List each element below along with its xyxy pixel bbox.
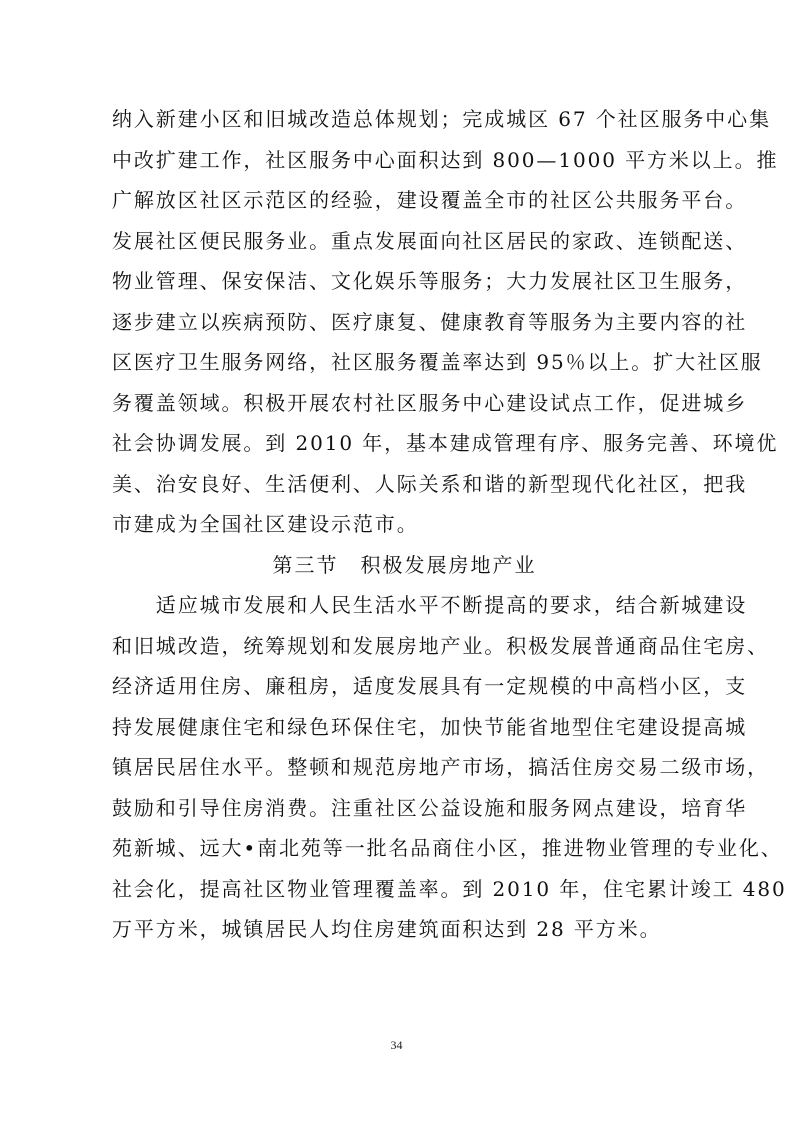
text-line: 持发展健康住宅和绿色环保住宅，加快节能省地型住宅建设提高城 [112,714,748,739]
text-line: 纳入新建小区和旧城改造总体规划；完成城区 67 个社区服务中心集 [112,107,771,131]
text-line: 镇居民居住水平。整顿和规范房地产市场，搞活住房交易二级市场， [112,755,769,779]
text-line: 中改扩建工作，社区服务中心面积达到 800—1000 平方米以上。推 [112,147,779,172]
text-line: 经济适用住房、廉租房，适度发展具有一定规模的中高档小区，支 [112,674,748,698]
body-text [112,99,787,950]
text-line: 和旧城改造，统筹规划和发展房地产业。积极发展普通商品住宅房、 [112,633,769,658]
text-line: 市建成为全国社区建设示范市。 [112,512,419,536]
text-line: 广解放区社区示范区的经验，建设覆盖全市的社区公共服务平台。 [112,188,748,212]
text-line: 适应城市发展和人民生活水平不断提高的要求，结合新城建设 [112,593,748,617]
text-line: 社会协调发展。到 2010 年，基本建成管理有序、服务完善、环境优 [112,431,779,455]
text-line: 美、治安良好、生活便利、人际关系和谐的新型现代化社区，把我 [112,471,748,496]
section-heading: 第三节 积极发展房地产业 [272,552,537,577]
text-line: 苑新城、远大•南北苑等一批名品商住小区，推进物业管理的专业化、 [112,836,783,860]
text-line: 务覆盖领域。积极开展农村社区服务中心建设试点工作，促进城乡 [112,390,748,415]
text-line: 鼓励和引导住房消费。注重社区公益设施和服务网点建设，培育华 [112,795,748,820]
text-line: 发展社区便民服务业。重点发展面向社区居民的家政、连锁配送、 [112,228,748,253]
text-line: 物业管理、保安保洁、文化娱乐等服务；大力发展社区卫生服务， [112,269,748,293]
page-number: 34 [390,1038,403,1052]
text-line: 逐步建立以疾病预防、医疗康复、健康教育等服务为主要内容的社 [112,309,748,334]
text-line: 区医疗卫生服务网络，社区服务覆盖率达到 95％以上。扩大社区服 [112,350,763,374]
text-line: 万平方米，城镇居民人均住房建筑面积达到 28 平方米。 [112,917,662,941]
text-line: 社会化，提高社区物业管理覆盖率。到 2010 年，住宅累计竣工 480 [112,876,787,901]
